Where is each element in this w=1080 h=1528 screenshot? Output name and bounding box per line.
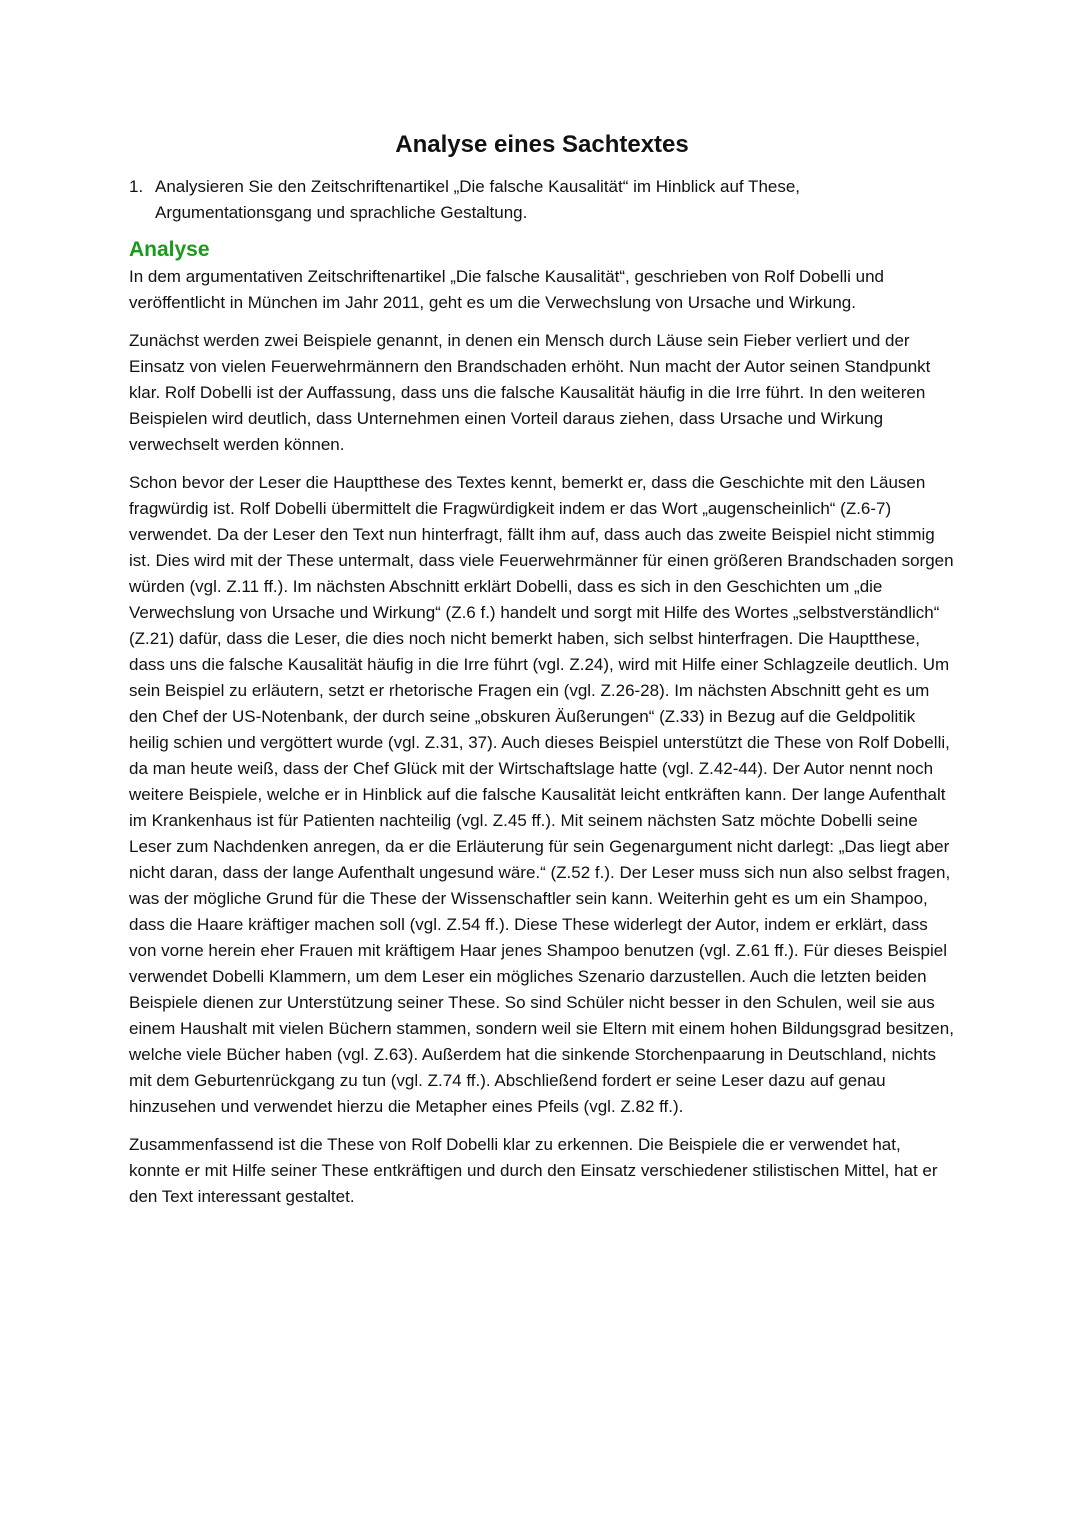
paragraph-intro: In dem argumentativen Zeitschriftenartikel „Die falsche Kausalität“, geschrieben von Rolf Dobelli und veröffentlicht in München im Jahr 2011, geht es um die Verwechslung von Ursache und Wirkung.	[129, 267, 884, 312]
section-heading-analyse: Analyse	[129, 238, 210, 261]
paragraph-conclusion: Zusammenfassend ist die These von Rolf Dobelli klar zu erkennen. Die Beispiele die er verwendet hat, konnte er mit Hilfe seiner These entkräftigen und durch den Einsatz verschiedener stilistischen Mittel, hat er den Text interessant gestaltet.	[129, 1135, 938, 1206]
document-title: Analyse eines Sachtextes	[395, 131, 689, 158]
task-number: 1.	[129, 177, 144, 196]
paragraph-main-analysis: Schon bevor der Leser die Hauptthese des Textes kennt, bemerkt er, dass die Geschichte mit den Läusen fragwürdig ist. Rolf Dobelli übermittelt die Fragwürdigkeit indem er das Wort „augenscheinlich“ (Z.6-7) verwendet. Da der Leser den Text nun hinterfragt, fällt ihm auf, dass auch das zweite Beispiel nicht stimmig ist. Dies wird mit der These untermalt, dass viele Feuerwehrmänner für einen größeren Brandschaden sorgen würden (vgl. Z.11 ff.). Im nächsten Abschnitt erklärt Dobelli, dass es sich in den Geschichten um „die Verwechslung von Ursache und Wirkung“ (Z.6 f.) handelt und sorgt mit Hilfe des Wortes „selbstverständlich“ (Z.21) dafür, dass die Leser, die dies noch nicht bemerkt haben, sich selbst hinterfragen. Die Hauptthese, dass uns die falsche Kausalität häufig in die Irre führt (vgl. Z.24), wird mit Hilfe einer Schlagzeile deutlich. Um sein Beispiel zu erläutern, setzt er rhetorische Fragen ein (vgl. Z.26-28). Im nächsten Abschnitt geht es um den Chef der US-Notenbank, der durch seine „obskuren Äußerungen“ (Z.33) in Bezug auf die Geldpolitik heilig schien und vergöttert wurde (vgl. Z.31, 37). Auch dieses Beispiel unterstützt die These von Rolf Dobelli, da man heute weiß, dass der Chef Glück mit der Wirtschaftslage hatte (vgl. Z.42-44). Der Autor nennt noch weitere Beispiele, welche er in Hinblick auf die falsche Kausalität leicht entkräften kann. Der lange Aufenthalt im Krankenhaus ist für Patienten nachteilig (vgl. Z.45 ff.). Mit seinem nächsten Satz möchte Dobelli seine Leser zum Nachdenken anregen, da er die Erläuterung für sein Gegenargument nicht darlegt: „Das liegt aber nicht daran, dass der lange Aufenthalt ungesund wäre.“ (Z.52 f.). Der Leser muss sich nun also selbst fragen, was der mögliche Grund für die These der Wissenschaftler sein kann. Weiterhin geht es um ein Shampoo, dass die Haare kräftiger machen soll (vgl. Z.54 ff.). Diese These widerlegt der Autor, indem er erklärt, dass von vorne herein eher Frauen mit kräftigem Haar jenes Shampoo benutzen (vgl. Z.61 ff.). Für dieses Beispiel verwendet Dobelli Klammern, um dem Leser ein mögliches Szenario darzustellen. Auch die letzten beiden Beispiele dienen zur Unterstützung seiner These. So sind Schüler nicht besser in den Schulen, weil sie aus einem Haushalt mit vielen Büchern stammen, sondern weil sie Eltern mit einem hohen Bildungsgrad besitzen, welche viele Bücher haben (vgl. Z.63). Außerdem hat die sinkende Storchenpaarung in Deutschland, nichts mit dem Geburtenrückgang zu tun (vgl. Z.74 ff.). Abschließend fordert er seine Leser dazu auf genau hinzusehen und verwendet hierzu die Metapher eines Pfeils (vgl. Z.82 ff.).	[129, 473, 954, 1116]
document-page	[129, 128, 955, 1222]
task-item	[129, 174, 955, 226]
task-text: Analysieren Sie den Zeitschriftenartikel „Die falsche Kausalität“ im Hinblick auf These, Argumentationsgang und sprachliche Gestaltung.	[155, 177, 801, 222]
paragraph-summary-of-content: Zunächst werden zwei Beispiele genannt, in denen ein Mensch durch Läuse sein Fieber verliert und der Einsatz von vielen Feuerwehrmännern den Brandschaden erhöht. Nun macht der Autor seinen Standpunkt klar. Rolf Dobelli ist der Auffassung, dass uns die falsche Kausalität häufig in die Irre führt. In den weiteren Beispielen wird deutlich, dass Unternehmen einen Vorteil daraus ziehen, dass Ursache und Wirkung verwechselt werden können.	[129, 331, 931, 454]
